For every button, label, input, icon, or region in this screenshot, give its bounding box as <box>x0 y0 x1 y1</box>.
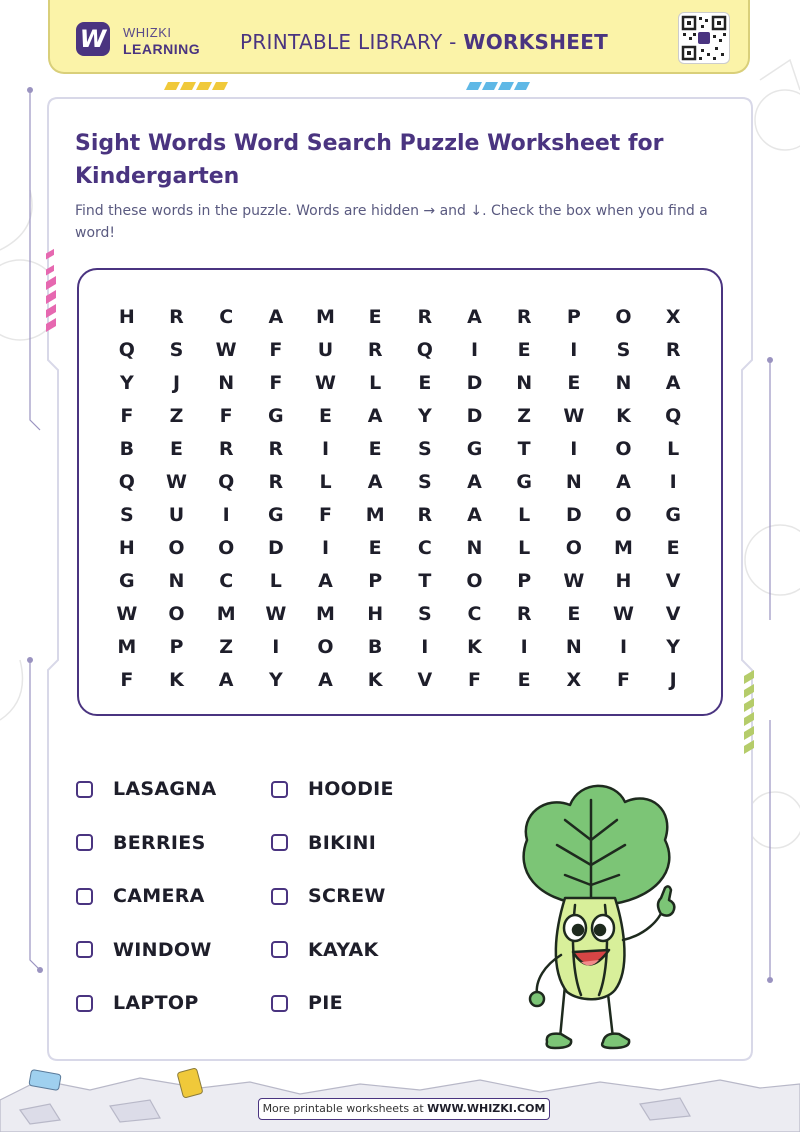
puzzle-letter[interactable]: I <box>619 635 628 658</box>
word-label: BIKINI <box>308 831 377 854</box>
puzzle-letter[interactable]: O <box>466 569 483 592</box>
puzzle-letter[interactable]: B <box>119 437 135 460</box>
puzzle-letter[interactable]: W <box>265 602 287 625</box>
puzzle-letter[interactable]: R <box>417 503 433 526</box>
puzzle-letter[interactable]: F <box>617 668 630 691</box>
puzzle-letter[interactable]: A <box>318 668 333 691</box>
puzzle-letter[interactable]: I <box>470 338 479 361</box>
header-title-bold: WORKSHEET <box>463 30 609 54</box>
header-banner <box>48 0 750 74</box>
footer-link-banner[interactable] <box>258 1098 550 1120</box>
puzzle-letter[interactable]: P <box>169 635 184 658</box>
puzzle-letter[interactable]: O <box>168 536 185 559</box>
brand-name: WHIZKI <box>123 25 172 40</box>
puzzle-letter[interactable]: A <box>268 305 284 328</box>
puzzle-letter[interactable]: O <box>317 635 334 658</box>
puzzle-letter[interactable]: M <box>117 635 137 658</box>
puzzle-letter[interactable]: R <box>516 602 532 625</box>
word-checkbox[interactable] <box>76 941 93 958</box>
puzzle-letter[interactable]: M <box>365 503 385 526</box>
qr-code-icon[interactable] <box>678 12 730 64</box>
puzzle-letter[interactable]: W <box>116 602 138 625</box>
puzzle-letter[interactable]: L <box>667 437 680 460</box>
puzzle-letter[interactable]: R <box>268 470 284 493</box>
footer-url[interactable]: WWW.WHIZKI.COM <box>427 1102 546 1115</box>
puzzle-letter[interactable]: P <box>566 305 581 328</box>
word-label: CAMERA <box>113 885 205 907</box>
brand-subtitle: LEARNING <box>123 41 201 57</box>
word-list-item[interactable] <box>76 826 206 860</box>
whizki-logo: W <box>76 22 110 56</box>
bok-choy-mascot-icon <box>495 780 695 1055</box>
puzzle-letter[interactable]: I <box>421 635 429 658</box>
worksheet-instructions: Find these words in the puzzle. Words are hidden → and ↓. Check the box when you find a word! <box>75 203 708 241</box>
puzzle-letter[interactable]: M <box>216 602 236 625</box>
puzzle-letter[interactable]: A <box>367 404 383 427</box>
puzzle-letter[interactable]: R <box>218 437 234 460</box>
puzzle-letter[interactable]: N <box>565 635 582 658</box>
puzzle-letter[interactable]: L <box>518 503 531 526</box>
puzzle-letter[interactable]: K <box>467 635 482 658</box>
puzzle-letter[interactable]: G <box>268 404 284 427</box>
puzzle-letter[interactable]: X <box>665 305 681 328</box>
puzzle-letter[interactable]: E <box>368 437 382 460</box>
puzzle-letter[interactable]: K <box>616 404 631 427</box>
puzzle-letter[interactable]: H <box>615 569 632 592</box>
word-list-item[interactable] <box>271 933 378 967</box>
word-list-item[interactable] <box>76 772 217 806</box>
puzzle-letter[interactable]: K <box>367 668 383 691</box>
puzzle-letter[interactable]: A <box>616 470 631 493</box>
puzzle-letter[interactable]: L <box>518 536 531 559</box>
footer-text: More printable worksheets at <box>262 1102 428 1115</box>
puzzle-letter[interactable]: L <box>369 371 382 394</box>
puzzle-letter[interactable]: G <box>516 470 532 493</box>
puzzle-letter[interactable]: A <box>318 569 333 592</box>
puzzle-letter[interactable]: E <box>368 305 382 328</box>
puzzle-letter[interactable]: E <box>319 404 332 427</box>
puzzle-letter[interactable]: V <box>665 602 681 625</box>
puzzle-letter[interactable]: S <box>417 437 432 460</box>
puzzle-letter[interactable]: M <box>316 305 335 328</box>
puzzle-letter[interactable]: Q <box>416 338 433 361</box>
word-label: KAYAK <box>308 938 379 961</box>
puzzle-letter[interactable]: Y <box>417 404 432 427</box>
puzzle-letter[interactable]: J <box>172 371 181 394</box>
word-checkbox[interactable] <box>271 781 288 798</box>
puzzle-letter[interactable]: E <box>666 536 680 559</box>
puzzle-letter[interactable]: S <box>119 503 134 526</box>
puzzle-letter[interactable]: S <box>417 602 432 625</box>
word-list-item[interactable] <box>76 986 199 1020</box>
puzzle-letter[interactable]: S <box>616 338 631 361</box>
puzzle-letter[interactable]: R <box>665 338 681 361</box>
puzzle-letter[interactable]: W <box>563 569 585 592</box>
word-list-item[interactable] <box>76 879 205 913</box>
word-checkbox[interactable] <box>76 995 93 1012</box>
puzzle-letter[interactable]: G <box>268 503 284 526</box>
puzzle-letter[interactable]: F <box>269 338 283 361</box>
puzzle-letter[interactable]: U <box>317 338 334 361</box>
puzzle-letter[interactable]: I <box>321 536 330 559</box>
puzzle-letter[interactable]: Q <box>118 338 135 361</box>
puzzle-letter[interactable]: E <box>418 371 432 394</box>
puzzle-letter[interactable]: E <box>517 338 531 361</box>
puzzle-letter[interactable]: Q <box>118 470 135 493</box>
puzzle-letter[interactable]: W <box>613 602 634 625</box>
puzzle-letter[interactable]: Y <box>119 371 134 394</box>
puzzle-letter[interactable]: A <box>467 470 482 493</box>
word-checkbox[interactable] <box>76 834 93 851</box>
word-checkbox[interactable] <box>271 995 288 1012</box>
word-search-grid <box>102 300 698 696</box>
puzzle-letter[interactable]: V <box>417 668 433 691</box>
puzzle-letter[interactable]: L <box>269 569 282 592</box>
puzzle-letter[interactable]: B <box>367 635 383 658</box>
puzzle-letter[interactable]: C <box>219 569 234 592</box>
puzzle-letter[interactable]: Q <box>218 470 235 493</box>
puzzle-letter[interactable]: F <box>219 404 233 427</box>
puzzle-letter[interactable]: S <box>417 470 432 493</box>
puzzle-letter[interactable]: N <box>615 371 632 394</box>
word-list-item[interactable] <box>271 772 394 806</box>
puzzle-letter[interactable]: G <box>665 503 681 526</box>
puzzle-letter[interactable]: C <box>219 305 234 328</box>
puzzle-letter[interactable]: A <box>467 503 482 526</box>
puzzle-letter[interactable]: D <box>466 404 483 427</box>
puzzle-letter[interactable]: R <box>516 305 532 328</box>
puzzle-letter[interactable]: I <box>222 503 230 526</box>
word-label: LASAGNA <box>113 778 217 800</box>
puzzle-letter[interactable]: H <box>367 602 384 625</box>
puzzle-letter[interactable]: W <box>563 404 585 427</box>
puzzle-letter[interactable]: G <box>466 437 483 460</box>
puzzle-letter[interactable]: A <box>218 668 234 691</box>
word-checkbox[interactable] <box>271 834 288 851</box>
word-checkbox[interactable] <box>76 888 93 905</box>
puzzle-letter[interactable]: O <box>615 503 632 526</box>
puzzle-letter[interactable]: I <box>520 635 528 658</box>
puzzle-letter[interactable]: P <box>368 569 383 592</box>
puzzle-letter[interactable]: E <box>567 602 581 625</box>
puzzle-letter[interactable]: X <box>566 668 582 691</box>
puzzle-letter[interactable]: C <box>467 602 482 625</box>
puzzle-letter[interactable]: L <box>319 470 332 493</box>
word-list-item[interactable] <box>271 879 386 913</box>
word-checkbox[interactable] <box>76 781 93 798</box>
puzzle-letter[interactable]: N <box>565 470 582 493</box>
header-title <box>240 30 608 54</box>
puzzle-letter[interactable]: W <box>315 371 336 394</box>
puzzle-letter[interactable]: T <box>418 569 432 592</box>
puzzle-letter[interactable]: A <box>467 305 482 328</box>
puzzle-letter[interactable]: M <box>316 602 335 625</box>
puzzle-letter[interactable]: P <box>517 569 532 592</box>
puzzle-letter[interactable]: R <box>268 437 284 460</box>
word-label: WINDOW <box>113 938 212 961</box>
puzzle-letter[interactable]: S <box>169 338 184 361</box>
puzzle-letter[interactable]: O <box>168 602 185 625</box>
puzzle-letter[interactable]: I <box>669 470 677 493</box>
puzzle-letter[interactable]: E <box>170 437 183 460</box>
word-label: BERRIES <box>113 831 206 854</box>
puzzle-letter[interactable]: C <box>417 536 432 559</box>
puzzle-letter[interactable]: O <box>565 536 582 559</box>
puzzle-letter[interactable]: W <box>166 470 187 493</box>
word-label: SCREW <box>308 885 386 907</box>
puzzle-letter[interactable]: F <box>468 668 481 691</box>
puzzle-letter[interactable]: U <box>168 503 185 526</box>
puzzle-letter[interactable]: F <box>120 668 134 691</box>
word-checkbox[interactable] <box>271 888 288 905</box>
word-list-item[interactable] <box>76 933 212 967</box>
puzzle-letter[interactable]: I <box>272 635 280 658</box>
puzzle-letter[interactable]: Q <box>665 404 682 427</box>
puzzle-letter[interactable]: V <box>665 569 681 592</box>
puzzle-letter[interactable]: E <box>517 668 531 691</box>
puzzle-letter[interactable]: N <box>516 371 533 394</box>
puzzle-letter[interactable]: D <box>267 536 284 559</box>
puzzle-letter[interactable]: Z <box>219 635 234 658</box>
worksheet-title: Sight Words Word Search Puzzle Worksheet for Kindergarten <box>75 131 664 189</box>
word-list-item[interactable] <box>271 986 343 1020</box>
puzzle-letter[interactable]: W <box>215 338 237 361</box>
puzzle-letter[interactable]: M <box>614 536 633 559</box>
puzzle-letter[interactable]: E <box>368 536 382 559</box>
puzzle-letter[interactable]: D <box>466 371 483 394</box>
word-label: LAPTOP <box>113 992 199 1014</box>
puzzle-letter[interactable]: H <box>118 305 135 328</box>
puzzle-letter[interactable]: T <box>517 437 531 460</box>
puzzle-letter[interactable]: A <box>367 470 383 493</box>
puzzle-letter[interactable]: D <box>565 503 582 526</box>
puzzle-letter[interactable]: N <box>168 569 185 592</box>
header-title-prefix: PRINTABLE LIBRARY - <box>240 30 464 54</box>
word-label: HOODIE <box>308 778 394 800</box>
puzzle-letter[interactable]: R <box>417 305 433 328</box>
puzzle-letter[interactable]: R <box>367 338 383 361</box>
word-list-item[interactable] <box>271 826 376 860</box>
puzzle-letter[interactable]: O <box>615 437 632 460</box>
puzzle-letter[interactable]: I <box>570 437 578 460</box>
puzzle-letter[interactable]: Y <box>666 635 681 658</box>
puzzle-letter[interactable]: O <box>218 536 235 559</box>
footer-debris-illustration <box>0 1060 800 1132</box>
word-label: PIE <box>308 992 343 1014</box>
puzzle-letter[interactable]: G <box>119 569 135 592</box>
puzzle-letter[interactable]: K <box>169 668 184 691</box>
puzzle-letter[interactable]: F <box>319 503 332 526</box>
puzzle-letter[interactable]: A <box>665 371 681 394</box>
puzzle-letter[interactable]: N <box>218 371 235 394</box>
puzzle-letter[interactable]: I <box>321 437 330 460</box>
puzzle-letter[interactable]: Y <box>268 668 283 691</box>
puzzle-letter[interactable]: I <box>570 338 578 361</box>
puzzle-letter[interactable]: Z <box>517 404 532 427</box>
puzzle-letter[interactable]: N <box>466 536 483 559</box>
puzzle-letter[interactable]: Z <box>169 404 184 427</box>
word-checkbox[interactable] <box>271 941 288 958</box>
puzzle-letter[interactable]: J <box>669 668 677 691</box>
puzzle-letter[interactable]: E <box>567 371 581 394</box>
puzzle-letter[interactable]: F <box>120 404 134 427</box>
puzzle-letter[interactable]: H <box>118 536 135 559</box>
puzzle-letter[interactable]: F <box>269 371 283 394</box>
puzzle-letter[interactable]: R <box>169 305 184 328</box>
puzzle-letter[interactable]: O <box>615 305 632 328</box>
